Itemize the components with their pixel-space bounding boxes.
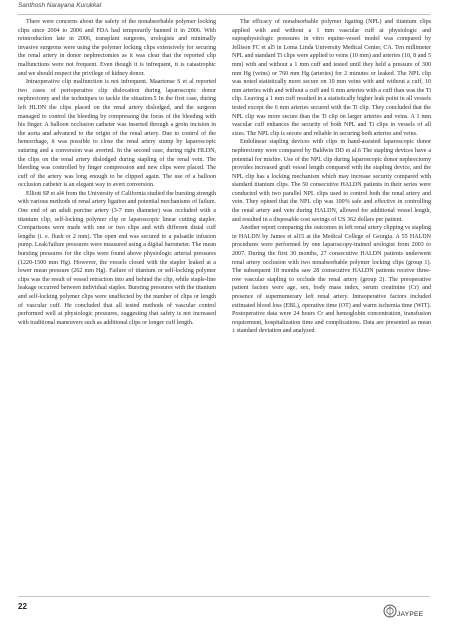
running-head: Santhosh Narayana Kurukkal: [18, 2, 102, 9]
paragraph: Another report comparing the outcomes in left renal artery clipping vs stapling in HALDN by James et al15 at the Medical College of Georgia. A 55 HALDN procedures were performed by one laparoscopy-trained urologist from 2003 to 2007. During the first 30 months, 27 consecutive HALDN patients underwent renal artery occlusion with two nonabsorbable polymer locking clips (group 1). The subsequent 18 months saw 28 consecutive HALDN patients receive three-row vascular stapling to occlude the renal artery (group 2). The preoperative patient factors were age, sex, body mass index, serum creatinine (Cr) and presence of supernumerary left renal artery. Intraoperative factors included estimated blood loss (EBL), operative time (OT) and warm ischemia time (WIT). Postoperative data were 24 hours Cr and hemoglobin concentration, transfusion requirement, hospitalization time and complications. Data are presented as mean ± standard deviation and analyzed: [232, 225, 431, 335]
footer-rule: [18, 596, 430, 597]
header-bar: [18, 2, 430, 15]
paragraph: Elliott SP et al4 from the University of California studied the bursting strength with various methods of renal artery ligation and potential mechanisms of failure. One end of an adult porcine artery (3-7 mm diameter) was occluded with a titanium clip, self-locking polymer clip or laparoscopic linear cutting stapler. Comparisons were made with one or two clips and with different distal cuff lengths (i. e. flush or 2 mm). The open end was secured to a pulsatile infusion pump. Leak/failure pressures were measured using a digital barometer. The mean bursting pressures for the clips were found above physiologic arterial pressures (1220-1500 mm Hg). However, the vessels closed with the stapler leaked at a lower mean pressure (262 mm Hg). Failure of titanium or self-locking polymer clips was the result of vessel retraction into and behind the clip, while staple-line leakage occurred between individual staples. Bursting pressures with the titanium and self-locking polymer clips were unaffected by the number of clips or length of vascular cuff. He concluded that all tested methods of vascular control performed well at physiologic pressures, suggesting that safety is not increased with traditional maneuvers such as additional clips or longer cuff length.: [18, 190, 216, 326]
publisher-name: JAYPEE: [397, 611, 424, 618]
paragraph: Intraoperative clip malfunction is not infrequent. Maartense S et al reported two cases of perioperative clip dislocation during laparoscopic donor nephrectomy and the techniques to tackle the situation.5 In the first case, during left HLDN the clips placed on the renal artery dislodged, and the surgeon managed to control the bleeding by compressing the focus of the bleeding with his finger. A balloon occlusion catheter was inserted through a groin incision in the aorta and advanced to the origin of the renal artery. Due to control of the hemorrhage, it was possible to close the renal artery stump by laparoscopic suturing and a conversion was averted. In the second case, during right HLDN, the clips on the renal artery dislodged during stapling of the renal vein. The bleeding was controlled by finger compression and new clips were placed. The cuff of the artery was long enough to be clipped again. The use of a balloon occlusion catheter is an elegant way to avert conversion.: [18, 79, 216, 189]
page-number: 22: [18, 602, 27, 611]
right-column: [232, 18, 431, 590]
paragraph: The efficacy of nonabsorbable polymer ligating (NPL) and titanium clips applied with and without a 1 mm vascular cuff at physiologic and supraphysiologic pressures in vitro equine-vessel model was compared by Jellison FC et al5 in Loma Linda University Medical Center, CA. Ten millimeter NPL and standard Ti clips were applied to veins (10 mm) and arteries (10, 8 and 5 mm) with and without a 1 mm cuff and tested until they held a pressure of 300 mm Hg (veins) or 760 mm Hg (arteries) for 2 minutes or leaked. The NPL clip was noted statistically more secure on 10 mm veins with and without a cuff, 10 mm arteries with and without a cuff and 6 mm arteries with a cuff than was the Ti clip. Leaving a 1 mm cuff resulted in a statistically higher leak point in all vessels tested except the 6 mm arteries secured with the Ti clip. They concluded that the NPL clip was more secure than the Ti clip on larger arteries and veins. A 1 mm vascular cuff enhances the security of both NPL and Ti clips in vessels of all sizes. The NPL clip is secure and reliable in securing both arteries and veins.: [232, 19, 431, 137]
left-column: [18, 18, 216, 590]
paragraph: There were concerns about the safety of the nonabsorbable polymer locking clips since 2004 to 2006 and FDA had temporarily banned it in 2006. With reintroduction late in 2006, transplant surgeons, urologists and minimally invasive surgeons were using the polymer locking clips extensively for securing the renal artery in donor nephrectomies as it was clear that the reported clip malfunctions were not frequent. Even though it is infrequent, it is catastrophic and we should respect the privilege of kidney donor.: [18, 19, 216, 77]
publisher-logo: [383, 598, 433, 624]
paragraph: Endolinear stapling devices with clips in hand-assisted laparoscopic donor nephrectomy were compared by Baldwin DD et al.6 The stapling devices have a potential for misfire. Use of the NPL clip during laparoscopic donor nephrectomy provides increased graft vessel length compared with the stapling device, and the NPL clip has a locking mechanism which may increase security compared with standard titanium clips. The 50 consecutive HALDN patients in their series were conducted with two parallel NPL clips used to control both the renal artery and vein. They opined that the NPL clip was 100% safe and effective in controlling the renal artery and vein during HALDN, allowed for additional vessel length, and resulted in a disposable cost savings of US 362 dollars per patient.: [232, 139, 431, 223]
publisher-emblem-icon: [383, 604, 397, 618]
